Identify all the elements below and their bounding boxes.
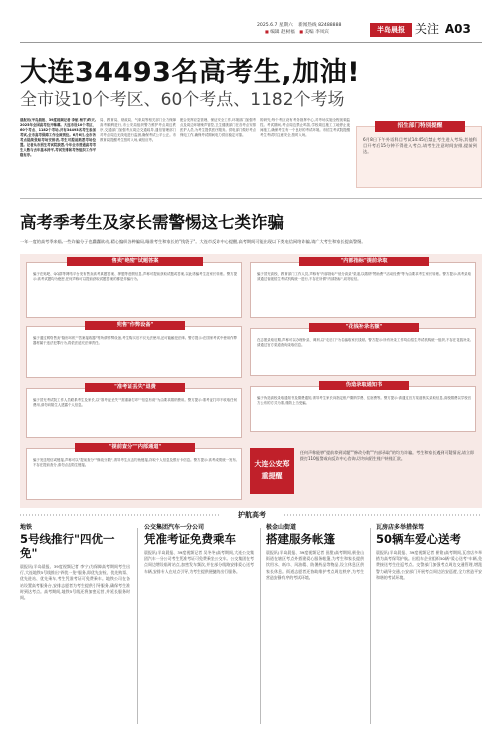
band-label: 护航高考 [238, 511, 266, 519]
band-stripe-left [20, 514, 220, 516]
main-subheadline: 全市设10个考区、60个考点、1182个考场 [20, 90, 345, 110]
fraud-card-2-label: "内部指标"提前录取 [299, 257, 429, 266]
column-4-text: 晨报讯(半岛晨报、39度视频记者 崔铭)高考期间,瓦房店多举措为高考保驾护航。出租车企业组织50辆"爱心送考"车辆,免费接送考生往返考点。交警部门加强考点周边交通管理,增派警力疏导交通,公安部门开展考点周边治安巡逻,全力营造平安和谐的考试环境。 [376, 550, 482, 580]
header-meta-line1 [257, 22, 341, 28]
fraud-card-1-label: 售卖"绝密"试题答案 [67, 257, 203, 266]
news-column-3 [266, 524, 364, 724]
issue-date: 2025.6.7 [257, 23, 278, 28]
main-headline: 大连34493名高考生,加油! [20, 57, 361, 88]
page-number: A03 [444, 22, 471, 36]
news-column-2 [144, 524, 254, 724]
fraud-card-7-label: "提前查分""内部通道" [75, 443, 195, 452]
fraud-card-7 [26, 444, 242, 500]
section-name: 关注 [415, 22, 440, 36]
column-divider-2 [260, 528, 261, 724]
main-col-1 [20, 118, 96, 188]
fraud-card-1-text: 骗子在贴吧、QQ群等网络平台发布售卖高考真题答案、押题等虚假信息,声称可提前获取试题或答案,以此诱骗考生及家长转账。警方提示:高考试题均为绝密,任何声称可以提前获取试题答案的都是诈骗行为。 [33, 272, 237, 281]
section-title [415, 20, 471, 37]
main-col-1-text: 晨报讯(半岛晨报、39度视频记者 李航 杨宇)昨天,2025年全国高考拉开帷幕。大连市设10个考区、60个考点、1182个考场,共有34493名考生参加考试,全市高考保障工作全面到位。6月6日,全市各考点陆续张贴考场安排表,考生可提前熟悉考场位置。记者从市招生考试院获悉,今年全市普通高考考生人数与去年基本持平,考试安排和考务组织工作平稳有序。 [20, 118, 96, 157]
warning-headline: 高考季考生及家长需警惕这七类诈骗 [20, 213, 284, 232]
header-bar [255, 20, 480, 44]
fraud-card-3-label: "花钱补录名额" [309, 323, 419, 332]
section-divider [20, 198, 482, 199]
column-divider-1 [137, 528, 138, 724]
police-reminder [250, 442, 476, 500]
column-1-tag: 地铁 [20, 524, 33, 531]
masthead-logo: 半岛晨报 [370, 23, 412, 37]
fraud-card-4-text: 骗子通过网络售卖"隐形耳机""答案接收器"等所谓作弊设备,考生购买后不仅无法使用,还可能触犯法律。警方提示:在国家考试中使用作弊器材属于违法犯罪行为,将依法追究法律责任。 [33, 336, 237, 345]
issue-weekday: 星期六 [278, 23, 293, 28]
fraud-card-5-label: "准考证丢失"退费 [85, 383, 185, 392]
fraud-card-6-text: 骗子伪造高校录取通知书及缴费通知,诱导考生家长向指定账户缴纳学费、住宿费等。警方提示:请通过官方渠道核实录取信息,高校缴费以学校官方公布的方式为准,谨防上当受骗。 [257, 396, 471, 405]
column-3-tag: 极金山街道 [266, 524, 297, 531]
main-col-3: 配合发挥应急管理、保证安全工作,环境部门加强考点及周边环境噪声管控,卫生健康部门在各考点安排医护人员,为考生提供医疗服务。供电部门做好考点保电工作,确保考试期间电力供应稳定可靠。 [180, 118, 256, 137]
fraud-card-4-label: 兜售"作弊设备" [85, 321, 185, 330]
column-2-tag: 公交集团汽车一分公司 [144, 524, 205, 531]
fraud-card-5-text: 骗子冒充考试院工作人员联系考生及家长,以"准考证丢失""需重新打印""信息有误"为由要求缴纳费用。警方提示:准考证打印不收取任何费用,请勿向陌生人透露个人信息。 [33, 398, 237, 407]
fraud-card-1 [26, 258, 242, 318]
band-stripe-right [284, 514, 482, 516]
police-reminder-label: 大连公安郑重提醒 [250, 448, 294, 494]
editor-name: 赵树福 [280, 30, 295, 35]
column-divider-3 [370, 528, 371, 724]
fraud-card-2 [250, 258, 476, 318]
hotline-number: 82488888 [318, 23, 342, 28]
news-column-4 [376, 524, 482, 724]
notice-box-title: 招生部门特别提醒 [375, 121, 465, 132]
fraud-card-6 [250, 382, 476, 432]
police-reminder-text: 任何声称能够"提前拿到试题""修改分数""内部录取"的均为诈骗。考生和家长遇到可疑情况,请立即拨打110报警或向反诈中心咨询,切勿向陌生账户转账汇款。 [300, 450, 474, 462]
designer-label: 美编 [304, 30, 314, 35]
column-1-title: 5号线推行"四优一免" [20, 532, 115, 560]
main-col-2: 局、教育局、财政局、气象局等相关部门全力保障高考顺利进行,市公安局组织警力维护考点周边秩序,交通部门加强考点周边交通疏导,通信管理部门对考点周边无线电进行监测,确保考试公平公正。市教育局提醒考生按时入场,诚信应考。 [100, 118, 176, 142]
fraud-card-2-text: 骗子冒充高校、教育部门工作人员,声称有"内部指标""低分高录"渠道,以缴纳"赞助费""活动经费"等为由要求考生家长转账。警方提示:高考录取须通过省级招生考试机构统一进行,不存在所谓"内部指标",切勿轻信。 [257, 272, 471, 281]
fraud-card-3 [250, 324, 476, 376]
header-rule [20, 42, 482, 43]
column-3-title: 搭建服务帐篷 [266, 532, 335, 546]
column-1-text: 晨报讯(半岛晨报、39度视频记者 李宁)为保障高考期间考生出行,大连地铁5号线推出"四优一免"服务,即优先安检、优先购票、优先进站、优先乘车,考生凭准考证可免费乘车。地铁公司在各站设置高考服务台,安排志愿者为考生提供引导服务,确保考生准时到达考点。高考期间,地铁5号线还将加密运营,并延长服务时间。 [20, 564, 130, 601]
fraud-card-4 [26, 322, 242, 378]
column-2-title: 凭准考证免费乘车 [144, 532, 236, 546]
hotline-label: 新闻热线 [298, 23, 317, 28]
column-4-tag: 瓦房店多举措保驾 [376, 524, 425, 531]
fraud-card-6-label: 伪造录取通知书 [319, 381, 409, 390]
column-3-text: 晨报讯(半岛晨报、39度视频记者 田甜)高考期间,极金山街道在辖区考点外搭建爱心服务帐篷,为考生和家长提供饮用水、纸巾、风油精、防暑药品等物品,设立休息区供家长休息。街道志愿者还协助维护考点周边秩序,为考生营造安静有序的考试环境。 [266, 550, 364, 580]
column-2-text: 晨报讯(半岛晨报、39度视频记者 吴冬冬)高考期间,大连公交集团汽车一分公司考生凭准考证可免费乘坐公交车。公交集团在考点周边增设临时站点,加密发车频次,并在部分线路安排爱心送考车辆,安排专人在站点引导,为考生提供便捷的出行服务。 [144, 550, 254, 574]
column-4-title: 50辆车爱心送考 [376, 532, 462, 546]
designer-name: 李凤宾 [315, 30, 329, 35]
warning-intro: 一年一度的高考季来临,一些诈骗分子也蠢蠢欲动,精心编织各种骗局,瞄准考生和家长的"钱袋子"。大连市反诈中心提醒,高考期间可能出现以下类电信网络诈骗,请广大考生和家长提高警惕。 [20, 239, 366, 244]
header-meta-line2: ■ 编辑 赵树福 ■ 美编 李凤宾 [265, 29, 329, 35]
notice-box [356, 123, 482, 188]
news-column-1 [20, 524, 130, 724]
main-col-4: 的研究;每个考区设有考务指挥中心,对考场实施全程视频监控。考试期间,考点周边禁止鸣笛,学校周边施工工地停止夜间施工,确保考生有一个良好的考试环境。市招生考试院提醒考生考试时注意安全,按时入场。 [260, 118, 350, 137]
fraud-card-3-text: 在志愿录取后期,声称可以办理补录、调剂,以"走后门"为名骗取家长钱财。警方提示:所有补录工作均由招生考试机构统一组织,不存在花钱补录,请通过官方渠道查询录取信息。 [257, 338, 471, 347]
notice-box-text: 6月8日下午外语科目考试14:45后禁止考生进入考场,其他科目开考后15分钟不得进入考点,请考生注意时间安排,提前到达。 [363, 137, 477, 155]
fraud-card-5 [26, 384, 242, 438]
editor-label: 编辑 [270, 30, 280, 35]
fraud-card-7-text: 骗子发送短信或链接,声称可以"提前查分""修改分数",诱导考生点击钓鱼链接,窃取个人信息及银行卡信息。警方提示:高考成绩统一发布,不存在提前查分,请勿点击陌生链接。 [33, 458, 237, 467]
